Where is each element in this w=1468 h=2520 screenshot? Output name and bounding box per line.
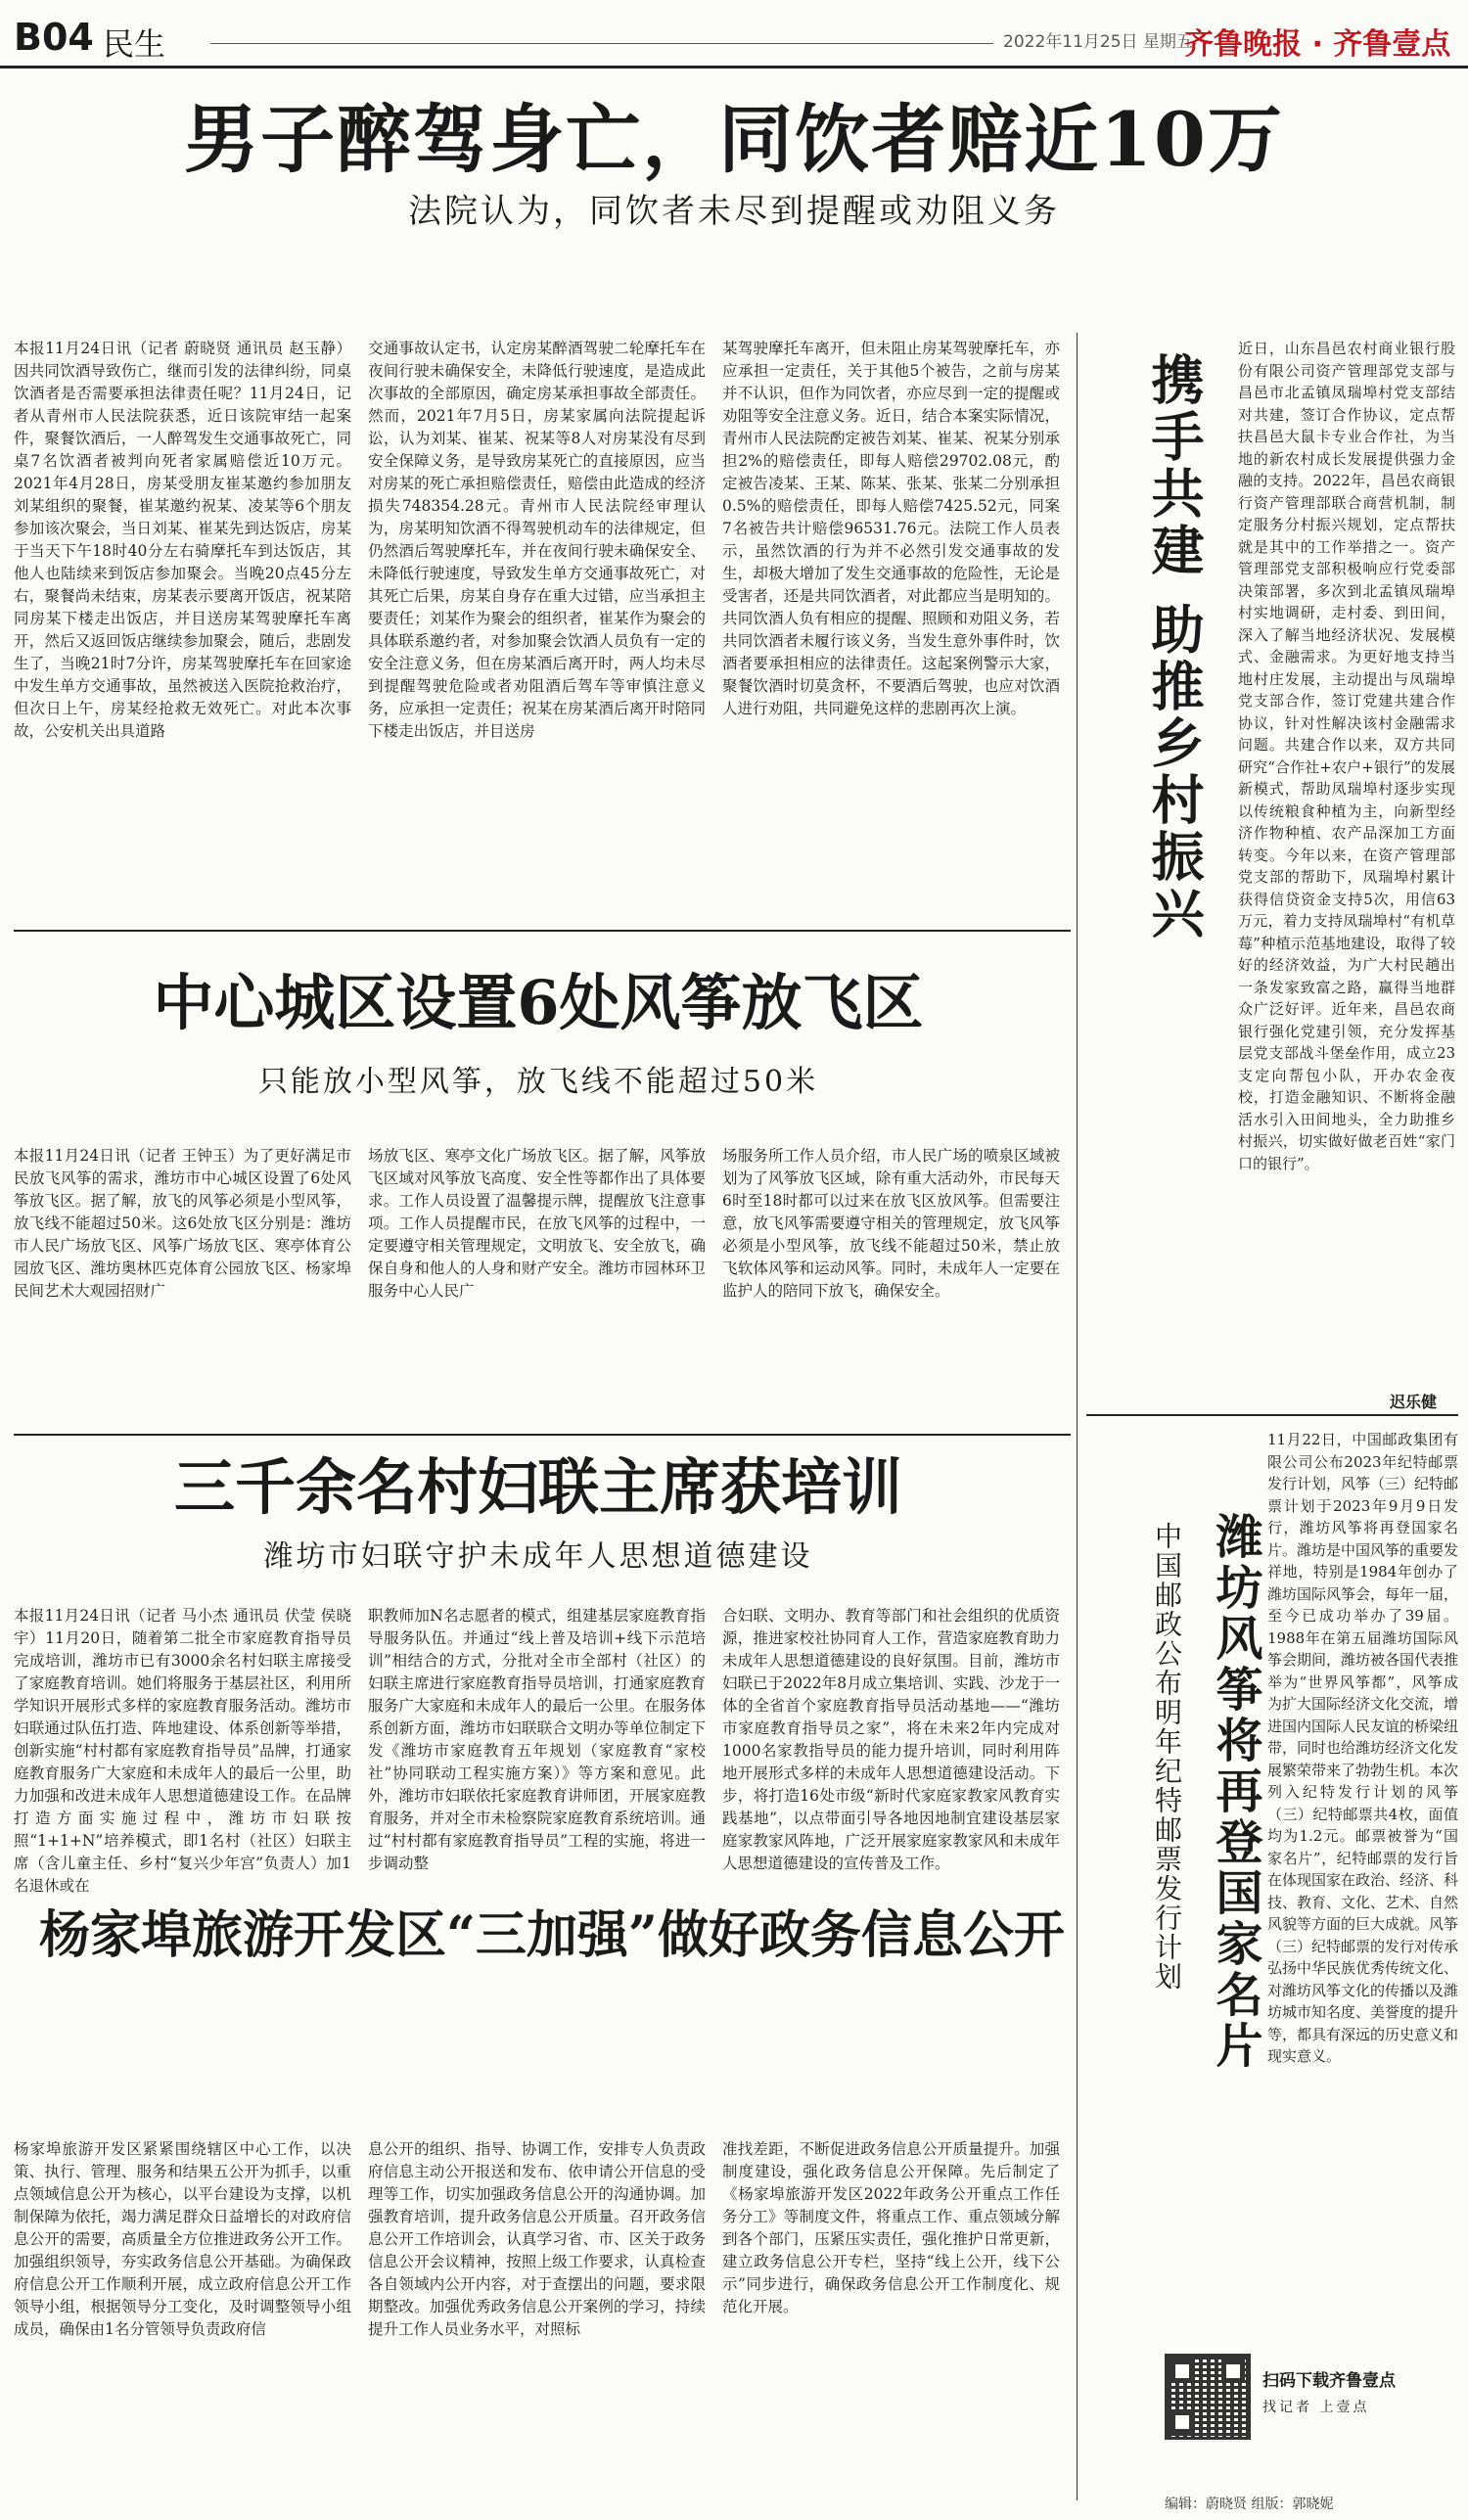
story4-column-2: 息公开的组织、指导、协调工作，安排专人负责政府信息主动公开报送和发布、依申请公开信息的受理等工作，切实加强政务信息公开的沟通协调。加强教育培训，提升政务信息公开质量。召开政务信息公开工作培训会，认真学习省、市、区关于政务信息公开会议精神，按照上级工作要求，认真检查各自领域内公开内容，对于查摆出的问题，要求限期整改。加强优秀政务信息公开案例的学习，持续提升工作人员业务水平，对照标 (368, 2140, 706, 2338)
qr-finder (1170, 2410, 1194, 2434)
editor-credits: 编辑：蔚晓贤 组版：郭晓妮 (1165, 2497, 1334, 2512)
story4-title: 杨家埠旅游开发区“三加强”做好政务信息公开 (39, 1905, 1065, 1965)
page-number: B04 (14, 16, 94, 59)
qr-finder (1170, 2360, 1194, 2383)
side2-body: 11月22日，中国邮政集团有限公司公布2023年纪特邮票发行计划，风筝（三）纪特邮票计划于2023年9月9日发行，潍坊风筝将再登国家名片。潍坊是中国风筝的重要发祥地，特别是1984年创办了潍坊国际风筝会，每年一届，至今已成功举办了39届。1988年在第五届潍坊国际风筝会期间，潍坊被各国代表推举为“世界风筝都”，风筝成为扩大国际经济文化交流，增进国内国际人民友谊的桥梁纽带，同时也给潍坊经济文化发展繁荣带来了勃勃生机。本次列入纪特发行计划的风筝（三）纪特邮票共4枚，面值均为1.2元。邮票被誉为“国家名片”，纪特邮票的发行旨在体现国家在政治、经济、科技、教育、文化、艺术、自然风貌等方面的巨大成就。风筝（三）纪特邮票的发行对传承弘扬中华民族优秀传统文化、对潍坊风筝文化的传播以及潍坊城市知名度、美誉度的提升等，都具有深远的历史意义和现实意义。 (1267, 1431, 1458, 2065)
story2-subtitle: 只能放小型风筝，放飞线不能超过50米 (257, 1065, 819, 1099)
story2-column-1: 本报11月24日讯（记者 王钟玉）为了更好满足市民放飞风筝的需求，潍坊市中心城区设置了6处风筝放飞区。据了解，放飞的风筝必须是小型风筝，放飞线不能超过50米。这6处放飞区分别是：潍坊市人民广场放飞区、风筝广场放飞区、寒亭体育公园放飞区、潍坊奥林匹克体育公园放飞区、杨家埠民间艺术大观园招财广 (14, 1147, 351, 1300)
story3-column-1: 本报11月24日讯（记者 马小杰 通讯员 伏莹 侯晓宇）11月20日，随着第二批全市家庭教育指导员完成培训，潍坊市已有3000余名村妇联主席接受了家庭教育培训。她们将服务于基层社区，利用所学知识开展形式多样的家庭教育服务活动。潍坊市妇联通过队伍打造、阵地建设、体系创新等举措，创新实施“村村都有家庭教育指导员”品牌，打通家庭教育服务广大家庭和未成年人的最后一公里，助力加强和改进未成年人思想道德建设工作。在品牌打造方面实施过程中，潍坊市妇联按照“1+1+N”培养模式，即1名村（社区）妇联主席（含儿童主任、乡村“复兴少年宫”负责人）加1名退休或在 (14, 1607, 351, 1895)
story1-title: 男子醉驾身亡，同饮者赔近10万 (184, 96, 1284, 183)
issue-date: 2022年11月25日 星期五 (1003, 32, 1193, 52)
story1-subtitle: 法院认为，同饮者未尽到提醒或劝阻义务 (408, 192, 1060, 231)
qr-promo-label: 扫码下载齐鲁壹点 (1262, 2371, 1396, 2391)
story1-column-3: 某驾驶摩托车离开，但未阻止房某驾驶摩托车，亦应承担一定责任，关于其他5个被告，之前与房某并不认识，但作为同饮者，亦应尽到一定的提醒或劝阻等安全注意义务。近日，结合本案实际情况，青州市人民法院酌定被告刘某、崔某、祝某分别承担2%的赔偿责任，即每人赔偿29702.08元，酌定被告凌某、王某、陈某、张某、张某二分别承担0.5%的赔偿责任，即每人赔偿7425.52元，同案7名被告共计赔偿96531.76元。法院工作人员表示，虽然饮酒的行为并不必然引发交通事故的发生，却极大增加了发生交通事故的危险性，无论是受害者，还是共同饮酒者，对此都应当是明知的。共同饮酒人负有相应的提醒、照顾和劝阻义务，若共同饮酒者未履行该义务，当发生意外事件时，饮酒者要承担相应的法律责任。这起案例警示大家，聚餐饮酒时切莫贪杯，不要酒后驾驶，也应对饮酒人进行劝阻，共同避免这样的悲剧再次上演。 (722, 340, 1060, 717)
story1-column-1: 本报11月24日讯（记者 蔚晓贤 通讯员 赵玉静）因共同饮酒导致伤亡，继而引发的法律纠纷，同桌饮酒者是否需要承担法律责任呢？11月24日，记者从青州市人民法院获悉，近日该院审结一起案件，聚餐饮酒后，一人醉驾发生交通事故死亡，同桌7名饮酒者被判向死者家属赔偿近10万元。2021年4月28日，房某受朋友崔某邀约参加朋友刘某组织的聚餐，崔某邀约祝某、凌某等6个朋友参加该次聚会，当日刘某、崔某先到达饭店，房某于当天下午18时40分左右骑摩托车到达饭店，其他人也陆续来到饭店参加聚会。当晚20点45分左右，聚餐尚未结束，房某表示要离开饭店，祝某陪同房某下楼走出饭店，并目送房某驾驶摩托车离开，然后又返回饭店继续参加聚会，随后，悲剧发生了，当晚21时7分许，房某驾驶摩托车在回家途中发生单方交通事故，虽然被送入医院抢救治疗，但次日上午，房某经抢救无效死亡。对此本次事故，公安机关出具道路 (14, 340, 351, 740)
side1-author: 迟乐健 (1390, 1393, 1438, 1411)
side1-body: 近日，山东昌邑农村商业银行股份有限公司资产管理部党支部与昌邑市北孟镇凤瑞埠村党支部结对共建，签订合作协议，定点帮扶昌邑大鼠卡专业合作社，为当地的新农村成长发展提供强力金融的支持。2022年，昌邑农商银行资产管理部联合商营机制，制定服务分村振兴规划，定点帮扶就是其中的工作举措之一。资产管理部党支部积极响应行党委部决策部署，多次到北孟镇凤瑞埠村实地调研，走村委、到田间，深入了解当地经济状况、发展模式、金融需求。为更好地支持当地村庄发展，主动提出与凤瑞埠党支部合作，签订党建共建合作协议，针对性解决该村金融需求问题。共建合作以来，双方共同研究“合作社+农户+银行”的发展新模式，帮助凤瑞埠村逐步实现以传统粮食种植为主，向新型经济作物种植、农产品深加工方面转变。今年以来，在资产管理部党支部的帮助下，凤瑞埠村累计获得信贷资金支持5次，用信63万元，着力支持凤瑞埠村“有机草莓”种植示范基地建设，取得了较好的经济效益，为广大村民趟出一条发家致富之路，赢得当地群众广泛好评。近年来，昌邑农商银行强化党建引领，充分发挥基层党支部战斗堡垒作用，成立23支定向帮包小队，开办农金夜校，打造金融知识、不断将金融活水引入田间地头，全力助推乡村振兴，切实做好做老百姓“家门口的银行”。 (1238, 340, 1455, 1172)
divider (14, 1434, 1071, 1436)
qr-code[interactable] (1165, 2354, 1251, 2440)
story2-column-2: 场放飞区、寒亭文化广场放飞区。据了解，风筝放飞区域对风筝放飞高度、安全性等都作出了具体要求。工作人员设置了温馨提示牌，提醒放飞注意事项。工作人员提醒市民，在放飞风筝的过程中，一定要遵守相关管理规定，文明放飞、安全放飞，确保自身和他人的人身和财产安全。潍坊市园林环卫服务中心人民广 (368, 1147, 706, 1300)
masthead-rule (210, 43, 993, 44)
side2-subtitle: 中国邮政公布明年纪特邮票发行计划 (1151, 1522, 1183, 1992)
qr-promo (1262, 2366, 1396, 2416)
masthead (0, 0, 1468, 69)
section-label: 民生 (103, 25, 166, 63)
side2-title: 潍坊风筝将再登国家名片 (1208, 1512, 1262, 2072)
story2-title: 中心城区设置6处风筝放飞区 (153, 967, 924, 1038)
side1-title: 携手共建 助推乡村振兴 (1143, 352, 1206, 942)
story4-column-3: 准找差距，不断促进政务信息公开质量提升。加强制度建设，强化政务信息公开保障。先后制定了《杨家埠旅游开发区2022年政务公开重点工作任务分工》等制度文件，将重点工作、重点领域分解到各个部门，压紧压实责任，强化推护日常更新，建立政务信息公开专栏，坚持“线上公开，线下公示”同步进行，确保政务信息公开工作制度化、规范化开展。 (722, 2140, 1060, 2315)
story1-column-2: 交通事故认定书，认定房某醉酒驾驶二轮摩托车在夜间行驶未确保安全，未降低行驶速度，是造成此次事故的全部原因，确定房某承担事故全部责任。然而，2021年7月5日，房某家属向法院提起诉讼，认为刘某、崔某、祝某等8人对房某没有尽到安全保障义务，是导致房某死亡的直接原因，应当对房某的死亡承担赔偿责任，赔偿由此造成的经济损失748354.28元。青州市人民法院经审理认为，房某明知饮酒不得驾驶机动车的法律规定，但仍然酒后驾驶摩托车，并在夜间行驶未确保安全、未降低行驶速度，导致发生单方交通事故死亡，对其死亡后果，房某自身存在重大过错，应当承担主要责任；刘某作为聚会的组织者，崔某作为聚会的具体联系邀约者，对参加聚会饮酒人员负有一定的安全注意义务，但在房某酒后离开时，两人均未尽到提醒驾驶危险或者劝阻酒后驾车等审慎注意义务，应承担一定责任；祝某在房某酒后离开时陪同下楼走出饭店，并目送房 (368, 340, 706, 740)
story3-column-3: 合妇联、文明办、教育等部门和社会组织的优质资源，推进家校社协同育人工作，营造家庭教育助力未成年人思想道德建设的良好氛围。目前，潍坊市妇联已于2022年8月成立集培训、实践、沙龙于一体的全省首个家庭教育指导员活动基地——“潍坊市家庭教育指导员之家”，将在未来2年内完成对1000名家教指导员的能力提升培训，同时利用阵地开展形式多样的未成年人思想道德建设活动。下步，将打造16处市级“新时代家庭家教家风教育实践基地”，以点带面引导各地因地制宜建设基层家庭家教家风阵地，广泛开展家庭家教家风和未成年人思想道德建设的宣传普及工作。 (722, 1607, 1060, 1872)
newspaper-brand: 齐鲁晚报 · 齐鲁壹点 (1184, 27, 1451, 62)
qr-finder (1221, 2360, 1245, 2383)
qr-promo-sub: 找记者 上壹点 (1262, 2400, 1370, 2415)
story2-column-3: 场服务所工作人员介绍，市人民广场的喷泉区域被划为了风筝放飞区域，除有重大活动外，市民每天6时至18时都可以过来在放飞区放风筝。但需要注意，放飞风筝需要遵守相关的管理规定，放飞风筝必须是小型风筝，放飞线不能超过50米，禁止放飞软体风筝和运动风筝。同时，未成年人一定要在监护人的陪同下放飞，确保安全。 (722, 1147, 1060, 1300)
story3-title: 三千余名村妇联主席获培训 (173, 1451, 902, 1523)
story4-column-1: 杨家埠旅游开发区紧紧围绕辖区中心工作，以决策、执行、管理、服务和结果五公开为抓手，以重点领域信息公开为核心，以平台建设为支撑，以机制保障为依托，竭力满足群众日益增长的对政府信息公开的需要，高质量全方位推进政务公开工作。加强组织领导，夯实政务信息公开基础。为确保政府信息公开工作顺利开展，成立政府信息公开工作领导小组，根据领导分工变化，及时调整领导小组成员，确保由1名分管领导负责政府信 (14, 2140, 351, 2338)
divider (14, 930, 1071, 932)
story3-column-2: 职教师加N名志愿者的模式，组建基层家庭教育指导服务队伍。并通过“线上普及培训+线下示范培训”相结合的方式，分批对全市全部村（社区）的妇联主席进行家庭教育指导员培训，打通家庭教育服务广大家庭和未成年人的最后一公里。在服务体系创新方面，潍坊市妇联联合文明办等单位制定下发《潍坊市家庭教育五年规划（家庭教育“家校社”协同联动工程实施方案）》等方案和意见。此外，潍坊市妇联依托家庭教育讲师团，开展家庭教育服务，并对全市未检察院家庭教育系统培训。通过“村村都有家庭教育指导员”工程的实施，将进一步调动整 (368, 1607, 706, 1872)
divider (1086, 1414, 1458, 1416)
column-divider (1077, 333, 1078, 2500)
story3-subtitle: 潍坊市妇联守护未成年人思想道德建设 (263, 1539, 813, 1574)
